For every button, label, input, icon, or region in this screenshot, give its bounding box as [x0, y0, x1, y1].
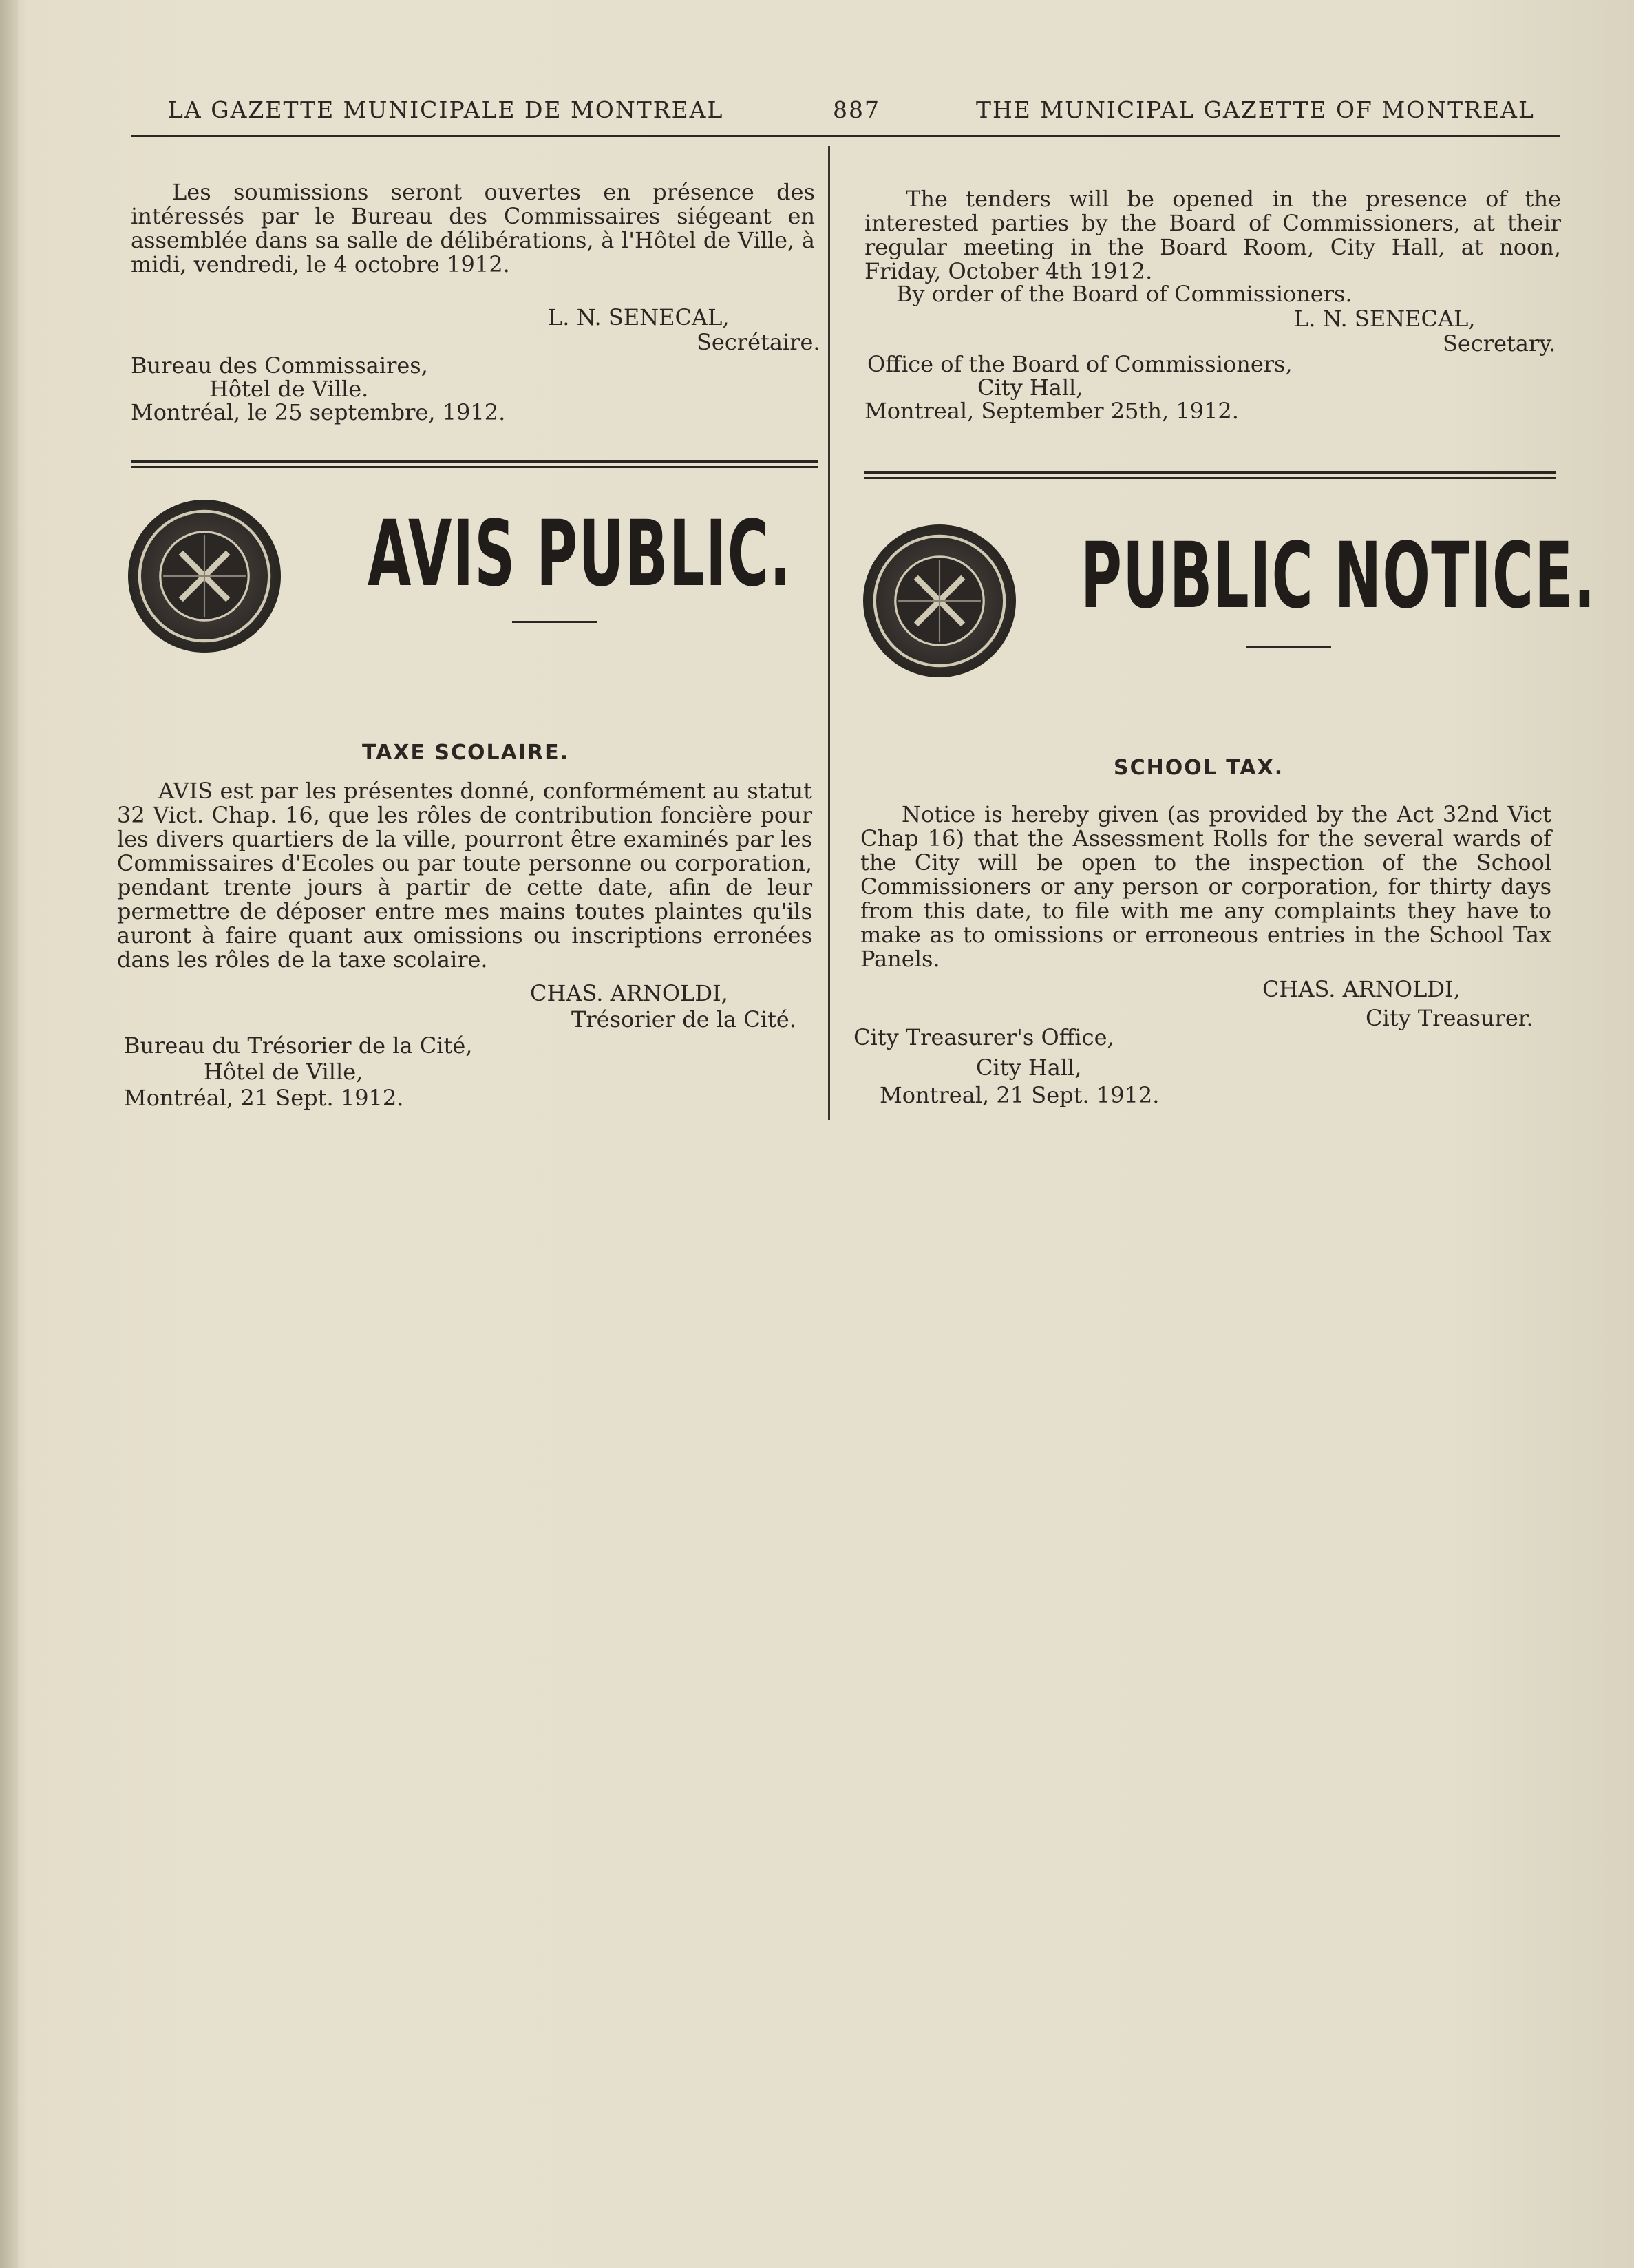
header-rule — [131, 135, 1560, 137]
fr-notice-paragraph: AVIS est par les présentes donné, conformément au statut 32 Vict. Chap. 16, que les rôles de contribution foncière pour les divers quartiers de la ville, pourront être examinés par les Commissaires d'Ecoles ou par toute personne ou corporation, pendant trente jours à partir de cette date, afin de leur permettre de déposer entre mes mains toutes plaintes qu'ils auront à faire quant aux omissions ou inscriptions erronées dans les rôles de la taxe scolaire. — [117, 778, 812, 973]
en-top-signer-title: Secretary. — [1443, 330, 1556, 357]
en-section-rule — [864, 471, 1556, 479]
page-binding-edge — [0, 0, 18, 2268]
en-top-signer: L. N. SENECAL, — [1294, 306, 1476, 332]
fr-top-office-line1: Bureau des Commissaires, — [131, 352, 428, 379]
city-seal-icon — [863, 524, 1016, 677]
fr-notice-office-line2: Hôtel de Ville, — [204, 1059, 363, 1085]
fr-section-rule — [131, 460, 818, 468]
header-right-title: THE MUNICIPAL GAZETTE OF MONTREAL — [976, 96, 1535, 123]
fr-tenders-paragraph: Les soumissions seront ouvertes en présence des intéressés par le Bureau des Commissaires siégeant en assemblée dans sa salle de délibérations, à l'Hôtel de Ville, à midi, vendredi, le 4 octobre 1912. — [131, 179, 815, 277]
page-number: 887 — [833, 96, 880, 123]
en-top-order-line: By order of the Board of Commissioners. — [896, 281, 1352, 307]
public-notice-title: PUBLIC NOTICE. — [1081, 523, 1596, 629]
fr-notice-date: Montréal, 21 Sept. 1912. — [124, 1085, 404, 1111]
city-seal-icon — [128, 500, 281, 653]
column-divider — [828, 146, 830, 1120]
fr-top-office-line2: Hôtel de Ville. — [209, 376, 369, 402]
avis-public-title: AVIS PUBLIC. — [368, 501, 792, 607]
fr-top-date: Montréal, le 25 septembre, 1912. — [131, 399, 506, 425]
en-notice-signer-title: City Treasurer. — [1366, 1005, 1534, 1031]
en-tenders-paragraph: The tenders will be opened in the presence of the interested parties by the Board of Commissioners, at their regular meeting in the Board Room, City Hall, at noon, Friday, October 4th 1912. — [864, 186, 1561, 284]
fr-top-signer: L. N. SENECAL, — [548, 304, 730, 330]
en-notice-paragraph: Notice is hereby given (as provided by the Act 32nd Vict Chap 16) that the Assessment Rolls for the several wards of the City will be open to the inspection of the School Commissioners or any person or corporation, for thirty days from this date, to file with me any complaints they have to make as to omissions or erroneous entries in the School Tax Panels. — [860, 801, 1551, 972]
fr-notice-signer: CHAS. ARNOLDI, — [530, 980, 728, 1006]
en-notice-signer: CHAS. ARNOLDI, — [1262, 976, 1461, 1002]
en-top-date: Montreal, September 25th, 1912. — [864, 398, 1239, 424]
en-notice-office-line2: City Hall, — [976, 1054, 1082, 1081]
en-top-office-line1: Office of the Board of Commissioners, — [867, 351, 1293, 377]
en-notice-office-line1: City Treasurer's Office, — [853, 1024, 1114, 1050]
fr-subtitle: TAXE SCOLAIRE. — [362, 741, 570, 765]
en-notice-date: Montreal, 21 Sept. 1912. — [880, 1082, 1160, 1108]
en-top-office-line2: City Hall, — [977, 374, 1083, 401]
fr-notice-signer-title: Trésorier de la Cité. — [571, 1006, 796, 1032]
fr-notice-office-line1: Bureau du Trésorier de la Cité, — [124, 1032, 473, 1059]
en-subtitle: SCHOOL TAX. — [1114, 756, 1284, 780]
fr-title-rule — [512, 621, 597, 623]
en-title-rule — [1246, 646, 1331, 648]
fr-top-signer-title: Secrétaire. — [697, 329, 820, 355]
header-left-title: LA GAZETTE MUNICIPALE DE MONTREAL — [168, 96, 724, 123]
